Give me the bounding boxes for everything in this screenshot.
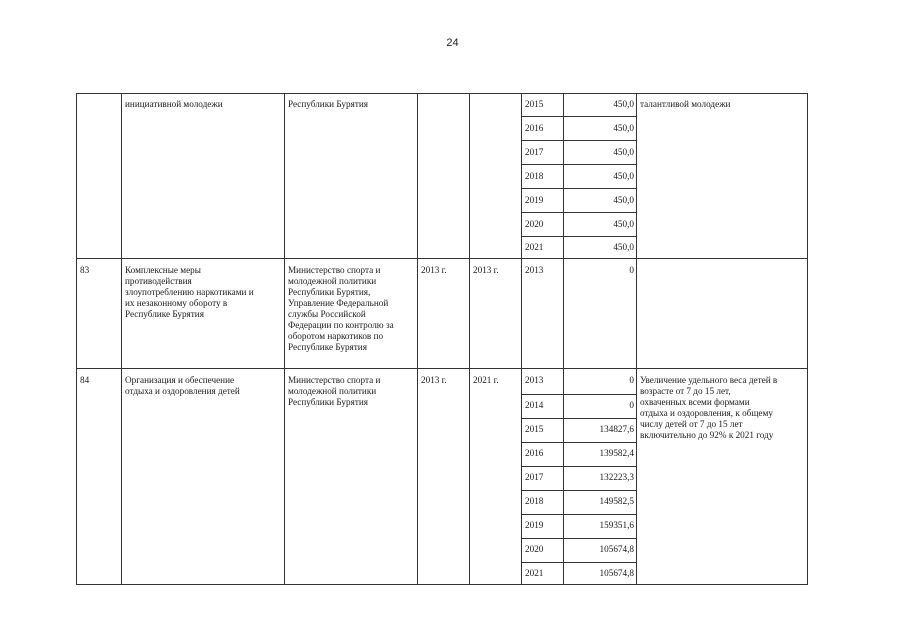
year-cell: 2014 [525,400,544,410]
expected-result-line: отдыха и оздоровления, к общему [640,408,773,418]
measure-name-line: Организация и обеспечение [125,375,235,385]
end-year: 2013 г. [473,265,499,275]
table-rule [807,93,808,585]
amount-cell: 450,0 [613,147,634,157]
table-rule [469,93,470,585]
row-number: 84 [80,375,90,385]
amount-cell: 149582,5 [599,496,634,506]
year-cell: 2016 [525,123,544,133]
amount-cell: 134827,6 [599,424,634,434]
table-rule [521,418,636,419]
amount-cell: 450,0 [613,195,634,205]
measure-name-line: злоупотреблению наркотиками и [125,287,254,297]
amount-cell: 450,0 [613,99,634,109]
measure-name-line: инициативной молодежи [125,99,223,109]
expected-result-line: охваченных всеми формами [640,397,750,407]
amount-cell: 450,0 [613,219,634,229]
table-rule [284,93,285,585]
measure-name-line: отдыха и оздоровления детей [125,386,240,396]
page-number: 24 [446,37,459,49]
amount-cell: 105674,8 [599,544,634,554]
table-rule [563,93,564,585]
table-rule [521,562,636,563]
year-cell: 2016 [525,448,544,458]
year-cell: 2020 [525,219,544,229]
row-number: 83 [80,265,90,275]
year-cell: 2013 [525,375,544,385]
executor-line: Республики Бурятия [288,99,369,109]
executor-line: Республики Бурятия [288,397,369,407]
year-cell: 2020 [525,544,544,554]
amount-cell: 0 [629,265,634,275]
expected-result-line: возрасте от 7 до 15 лет, [640,386,731,396]
year-cell: 2019 [525,520,544,530]
amount-cell: 139582,4 [599,448,634,458]
year-cell: 2021 [525,568,544,578]
table-rule [521,164,636,165]
table-rule [76,258,808,259]
table-rule [417,93,418,585]
table-rule [76,93,808,94]
table-rule [521,514,636,515]
executor-line: Управление Федеральной [288,298,389,308]
expected-result-line: Увеличение удельного веса детей в [640,375,778,385]
measure-name-line: Республике Бурятия [125,309,204,319]
executor-line: Министерство спорта и [288,375,381,385]
amount-cell: 105674,8 [599,568,634,578]
executor-line: службы Российской [288,309,366,319]
executor-line: Министерство спорта и [288,265,381,275]
executor-line: молодежной политики [288,386,377,396]
executor-line: Федерации по контролю за [288,320,394,330]
executor-line: молодежной политики [288,276,377,286]
year-cell: 2018 [525,171,544,181]
executor-line: Республики Бурятия, [288,287,371,297]
executor-line: оборотом наркотиков по [288,331,384,341]
start-year: 2013 г. [421,265,447,275]
table-rule [521,212,636,213]
start-year: 2013 г. [421,375,447,385]
amount-cell: 0 [629,375,634,385]
expected-result-line: включительно до 92% к 2021 году [640,430,774,440]
table-rule [521,490,636,491]
year-cell: 2018 [525,496,544,506]
measure-name-line: их незаконному обороту в [125,298,228,308]
table-rule [76,584,808,585]
table-rule [521,538,636,539]
table-rule [521,188,636,189]
table-rule [521,394,636,395]
year-cell: 2019 [525,195,544,205]
expected-result-line: числу детей от 7 до 15 лет [640,419,743,429]
table-rule [521,116,636,117]
amount-cell: 450,0 [613,123,634,133]
amount-cell: 159351,6 [599,520,634,530]
year-cell: 2017 [525,472,544,482]
executor-line: Республике Бурятия [288,342,367,352]
table-rule [76,368,808,369]
table-rule [76,93,77,585]
measure-name-line: противодействия [125,276,192,286]
year-cell: 2015 [525,99,544,109]
table-rule [636,93,637,585]
table-rule [521,93,522,585]
year-cell: 2017 [525,147,544,157]
table-rule [521,442,636,443]
amount-cell: 132223,3 [599,472,634,482]
year-cell: 2021 [525,242,544,252]
year-cell: 2013 [525,265,544,275]
table-rule [521,466,636,467]
measure-name-line: Комплексные меры [125,265,201,275]
expected-result-line: талантливой молодежи [640,99,731,109]
table-rule [521,236,636,237]
amount-cell: 0 [629,400,634,410]
table-rule [521,140,636,141]
table-rule [121,93,122,585]
end-year: 2021 г. [473,375,499,385]
amount-cell: 450,0 [613,242,634,252]
amount-cell: 450,0 [613,171,634,181]
year-cell: 2015 [525,424,544,434]
